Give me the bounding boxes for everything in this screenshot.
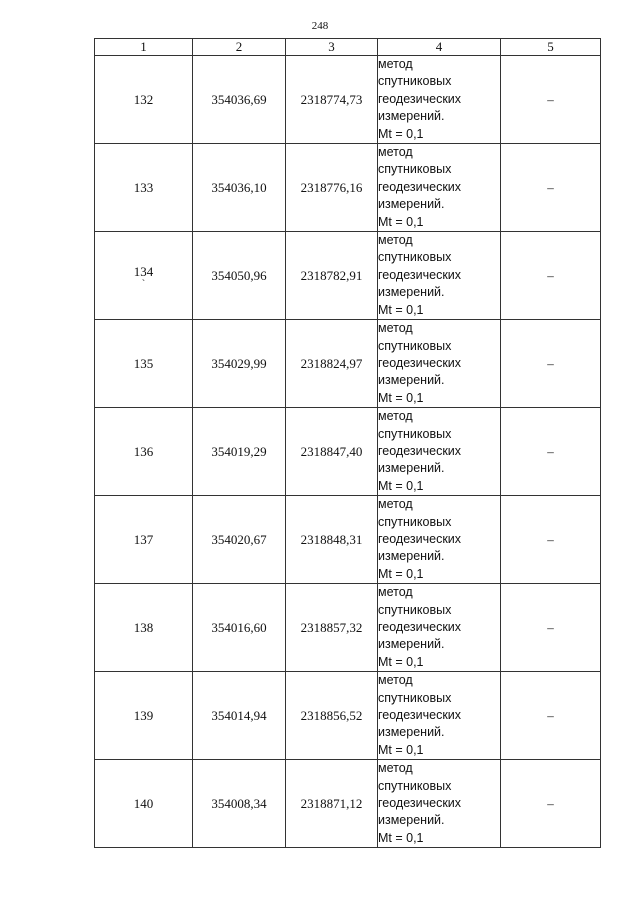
point-number-cell bbox=[95, 56, 193, 144]
note-cell: – bbox=[501, 672, 601, 760]
method-line: спутниковых bbox=[378, 778, 452, 793]
point-number-cell bbox=[95, 408, 193, 496]
method-line: геодезических bbox=[378, 620, 462, 634]
table-row bbox=[95, 760, 601, 848]
method-line: спутниковых bbox=[378, 74, 452, 89]
method-line: Mt = 0,1 bbox=[378, 478, 424, 493]
method-cell bbox=[378, 408, 501, 496]
method-line: измерений. bbox=[378, 549, 445, 564]
table-row bbox=[95, 584, 601, 672]
coordinate-y-cell: 2318776,16 bbox=[286, 144, 378, 232]
method-line: измерений. bbox=[378, 109, 445, 124]
coordinate-x-cell: 354014,94 bbox=[193, 672, 286, 760]
method-cell bbox=[378, 672, 501, 760]
method-line: метод bbox=[378, 409, 413, 424]
method-line: Mt = 0,1 bbox=[378, 742, 424, 757]
coordinate-y-cell: 2318848,31 bbox=[286, 496, 378, 584]
point-number: 140 bbox=[133, 795, 154, 811]
point-number: 135 bbox=[133, 355, 154, 371]
method-line: измерений. bbox=[378, 461, 445, 476]
note-cell: – bbox=[501, 496, 601, 584]
method-line: геодезических bbox=[378, 267, 462, 282]
note-cell: – bbox=[501, 56, 601, 144]
point-number: 134 bbox=[133, 263, 154, 279]
method-line: геодезических bbox=[378, 179, 462, 194]
coordinate-y-cell: 2318782,91 bbox=[286, 232, 378, 320]
method-cell bbox=[378, 320, 501, 408]
table-row bbox=[95, 672, 601, 760]
page-number: 248 bbox=[311, 20, 329, 32]
coordinate-x-cell: 354019,29 bbox=[193, 408, 286, 496]
method-line: геодезических bbox=[378, 796, 462, 811]
method-line: измерений. bbox=[378, 373, 445, 388]
note-cell: – bbox=[501, 584, 601, 672]
coordinate-y-cell: 2318774,73 bbox=[286, 56, 378, 144]
method-cell bbox=[378, 144, 501, 232]
coordinate-x-cell: 354008,34 bbox=[193, 760, 286, 848]
point-number: 133 bbox=[133, 179, 154, 195]
coordinate-y-cell: 2318857,32 bbox=[286, 584, 378, 672]
note-cell: – bbox=[501, 320, 601, 408]
method-line: спутниковых bbox=[378, 250, 452, 265]
method-line: геодезических bbox=[378, 708, 462, 723]
point-number: 138 bbox=[133, 619, 154, 635]
table-row bbox=[95, 496, 601, 584]
table-row bbox=[95, 144, 601, 232]
column-header-1: 1 bbox=[95, 39, 193, 56]
method-line: метод bbox=[378, 761, 413, 776]
method-cell bbox=[378, 56, 501, 144]
method-cell bbox=[378, 584, 501, 672]
note-cell: – bbox=[501, 232, 601, 320]
method-line: измерений. bbox=[378, 285, 445, 300]
coordinates-table bbox=[94, 38, 601, 848]
method-line: измерений. bbox=[378, 637, 445, 652]
column-header-5: 5 bbox=[501, 39, 601, 56]
method-line: спутниковых bbox=[378, 162, 452, 177]
method-cell bbox=[378, 760, 501, 848]
method-line: метод bbox=[378, 673, 413, 688]
note-cell: – bbox=[501, 760, 601, 848]
method-line: геодезических bbox=[378, 91, 462, 106]
stray-mark: ` bbox=[141, 277, 146, 290]
point-number-cell bbox=[95, 320, 193, 408]
coordinate-y-cell: 2318847,40 bbox=[286, 408, 378, 496]
coordinate-y-cell: 2318824,97 bbox=[286, 320, 378, 408]
table-header-row bbox=[95, 39, 601, 56]
table-body bbox=[95, 56, 601, 848]
method-cell bbox=[378, 496, 501, 584]
table-row bbox=[95, 408, 601, 496]
method-line: спутниковых bbox=[378, 514, 452, 529]
method-line: спутниковых bbox=[378, 338, 452, 353]
point-number-cell bbox=[95, 760, 193, 848]
method-line: геодезических bbox=[378, 443, 462, 458]
method-line: метод bbox=[378, 497, 413, 512]
point-number-cell bbox=[95, 584, 193, 672]
coordinate-x-cell: 354050,96 bbox=[193, 232, 286, 320]
table-row bbox=[95, 232, 601, 320]
note-cell: – bbox=[501, 144, 601, 232]
coordinate-x-cell: 354020,67 bbox=[193, 496, 286, 584]
table-row bbox=[95, 56, 601, 144]
coordinate-x-cell: 354036,10 bbox=[193, 144, 286, 232]
method-line: метод bbox=[378, 233, 413, 248]
method-line: Mt = 0,1 bbox=[378, 214, 424, 229]
point-number: 132 bbox=[133, 91, 154, 107]
method-line: геодезических bbox=[378, 355, 462, 370]
method-line: измерений. bbox=[378, 725, 445, 740]
coordinate-x-cell: 354016,60 bbox=[193, 584, 286, 672]
point-number: 136 bbox=[133, 443, 154, 459]
table-row bbox=[95, 320, 601, 408]
point-number-cell bbox=[95, 144, 193, 232]
column-header-2: 2 bbox=[193, 39, 286, 56]
method-line: Mt = 0,1 bbox=[378, 302, 424, 317]
point-number: 137 bbox=[133, 531, 154, 547]
method-line: измерений. bbox=[378, 813, 445, 828]
method-line: Mt = 0,1 bbox=[378, 390, 424, 405]
point-number-cell bbox=[95, 496, 193, 584]
method-line: Mt = 0,1 bbox=[378, 566, 424, 581]
point-number-cell bbox=[95, 232, 193, 320]
method-line: геодезических bbox=[378, 531, 462, 546]
method-line: спутниковых bbox=[378, 602, 452, 617]
method-line: метод bbox=[378, 321, 413, 336]
point-number: 139 bbox=[133, 707, 154, 723]
method-line: измерений. bbox=[378, 197, 445, 212]
method-line: спутниковых bbox=[378, 690, 452, 705]
note-cell: – bbox=[501, 408, 601, 496]
column-header-3: 3 bbox=[286, 39, 378, 56]
column-header-4: 4 bbox=[378, 39, 501, 56]
method-line: Mt = 0,1 bbox=[378, 654, 424, 669]
method-line: метод bbox=[378, 145, 413, 160]
coordinate-x-cell: 354029,99 bbox=[193, 320, 286, 408]
method-line: Mt = 0,1 bbox=[378, 126, 424, 141]
coordinate-y-cell: 2318856,52 bbox=[286, 672, 378, 760]
method-line: Mt = 0,1 bbox=[378, 830, 424, 845]
method-line: метод bbox=[378, 57, 413, 71]
coordinate-y-cell: 2318871,12 bbox=[286, 760, 378, 848]
coordinate-x-cell: 354036,69 bbox=[193, 56, 286, 144]
method-cell bbox=[378, 232, 501, 320]
point-number-cell bbox=[95, 672, 193, 760]
method-line: метод bbox=[378, 585, 413, 600]
method-line: спутниковых bbox=[378, 426, 452, 441]
